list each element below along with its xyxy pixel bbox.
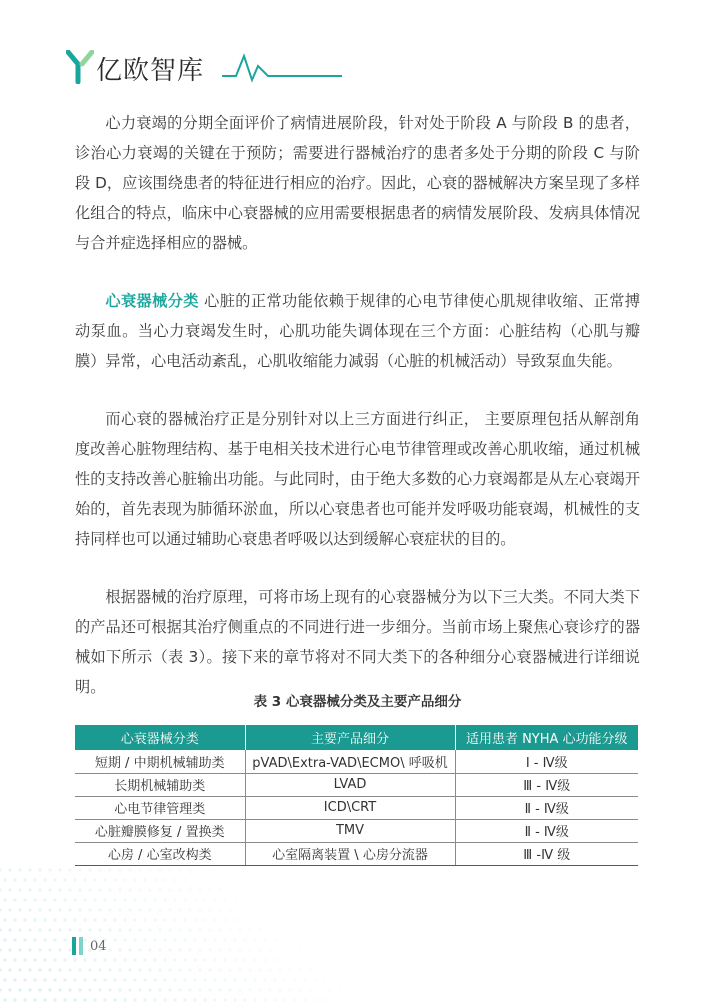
- page-bar-icon: [79, 937, 83, 955]
- table-row: [75, 819, 638, 842]
- cell-category: 短期 / 中期机械辅助类: [75, 750, 245, 773]
- cell-category: 心脏瓣膜修复 / 置换类: [75, 819, 245, 842]
- paragraph-categories: 根据器械的治疗原理，可将市场上现有的心衰器械分为以下三大类。不同大类下的产品还可根据其治疗侧重点的不同进行进一步细分。当前市场上聚焦心衰诊疗的器械如下所示（表 3）。接下来的章节将对不同大类下的各种细分心衰器械进行详细说明。: [75, 588, 640, 696]
- cell-products: pVAD\Extra-VAD\ECMO\ 呼吸机: [245, 750, 455, 773]
- cell-category: 心房 / 心室改构类: [75, 842, 245, 865]
- cell-category: 心电节律管理类: [75, 796, 245, 819]
- cell-nyha: Ⅲ - Ⅳ级: [455, 773, 638, 796]
- page-number-text: 04: [90, 938, 107, 954]
- cell-nyha: Ⅱ - Ⅳ级: [455, 796, 638, 819]
- cell-nyha: Ⅰ - Ⅳ级: [455, 750, 638, 773]
- cell-category: 长期机械辅助类: [75, 773, 245, 796]
- body-content: [75, 108, 640, 730]
- page-bar-icon: [72, 937, 76, 955]
- heartbeat-wave-icon: [222, 48, 342, 84]
- table-row: [75, 773, 638, 796]
- cell-products: TMV: [245, 819, 455, 842]
- paragraph-classification: 心衰器械分类 心脏的正常功能依赖于规律的心电节律使心肌规律收缩、正常搏动泵血。当心力衰竭发生时，心肌功能失调体现在三个方面：心脏结构（心肌与瓣膜）异常，心电活动紊乱，心肌收缩能力减弱（心脏的机械活动）导致泵血失能。: [75, 292, 641, 370]
- cell-products: LVAD: [245, 773, 455, 796]
- device-classification-table: [75, 725, 638, 866]
- cell-products: ICD\CRT: [245, 796, 455, 819]
- header-nyha: 适用患者 NYHA 心功能分级: [455, 725, 638, 750]
- table-row: [75, 750, 638, 773]
- cell-products: 心室隔离装置 \ 心房分流器: [245, 842, 455, 865]
- header-products: 主要产品细分: [245, 725, 455, 750]
- table-header-row: [75, 725, 638, 750]
- header-category: 心衰器械分类: [75, 725, 245, 750]
- cell-nyha: Ⅲ -Ⅳ 级: [455, 842, 638, 865]
- yiou-logo-icon: [66, 50, 94, 84]
- paragraph-treatment: 而心衰的器械治疗正是分别针对以上三方面进行纠正， 主要原理包括从解剖角度改善心脏物理结构、基于电相关技术进行心电节律管理或改善心肌收缩，通过机械性的支持改善心脏输出功能。与此同时，由于绝大多数的心力衰竭都是从左心衰竭开始的，首先表现为肺循环淤血，所以心衰患者也可能并发呼吸功能衰竭，机械性的支持同样也可以通过辅助心衰患者呼吸以达到缓解心衰症状的目的。: [75, 410, 640, 548]
- page-header: [66, 44, 366, 94]
- section-keyword: 心衰器械分类: [105, 292, 199, 310]
- decorative-dot-pattern: [0, 860, 710, 1007]
- table-row: [75, 796, 638, 819]
- cell-nyha: Ⅱ - Ⅳ级: [455, 819, 638, 842]
- brand-name: 亿欧智库: [96, 56, 205, 86]
- paragraph-staging: 心力衰竭的分期全面评价了病情进展阶段，针对处于阶段 A 与阶段 B 的患者，诊治心力衰竭的关键在于预防；需要进行器械治疗的患者多处于分期的阶段 C 与阶段 D，应该围绕患者的特征进行相应的治疗。因此，心衰的器械解决方案呈现了多样化组合的特点，临床中心衰器械的应用需要根据患者的病情发展阶段、发病具体情况与合并症选择相应的器械。: [75, 114, 640, 252]
- table-caption: 表 3 心衰器械分类及主要产品细分: [253, 694, 462, 710]
- page-number: [72, 936, 107, 956]
